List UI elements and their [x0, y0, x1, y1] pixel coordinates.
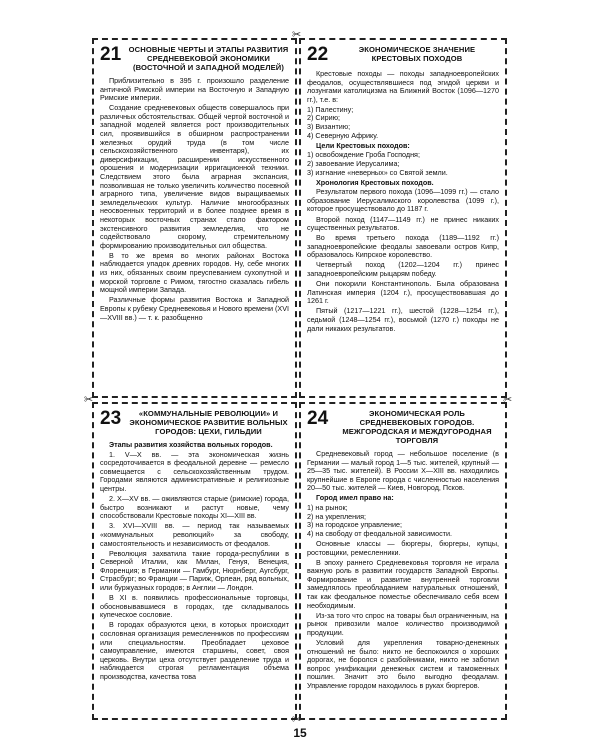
places-list	[307, 106, 499, 140]
list-item: 2) Сирию;	[307, 113, 340, 123]
paragraph: В то же время во многих районах Востока наблюдается упадок древних городов. Ну, себе многих из них, обязанных своим преуспеванием сухопутной и морской торговле с Римом, тягостно сказалась гибель мощной империи Запада.	[100, 250, 289, 295]
card-header	[307, 409, 499, 445]
card-title: ЭКОНОМИЧЕСКАЯ РОЛЬ СРЕДНЕВЕКОВЫХ ГОРОДОВ. МЕЖГОРОДСКАЯ И МЕЖДУГОРОДНАЯ ТОРГОВЛЯ	[342, 409, 492, 445]
card-22	[299, 38, 507, 398]
list-item: 4) на свободу от феодальной зависимости.	[307, 528, 452, 538]
card-23	[92, 402, 297, 720]
list-item: 1) освобождение Гроба Господня;	[307, 150, 420, 160]
paragraph: Основные классы — бюргеры, бюргеры, купцы, ростовщики, ремесленники.	[307, 538, 499, 557]
rights-list	[307, 504, 499, 538]
paragraph: Результатом первого похода (1096—1099 гг.) — стало образование Иерусалимского королевства (1099 г.), которое просуществовало до 1187 г.	[307, 187, 499, 214]
list-item: 2) на укрепления;	[307, 511, 367, 521]
card-title: ОСНОВНЫЕ ЧЕРТЫ И ЭТАПЫ РАЗВИТИЯ СРЕДНЕВЕКОВОЙ ЭКОНОМИКИ (ВОСТОЧНОЙ И ЗАПАДНОЙ МОДЕЛЕЙ)	[128, 45, 289, 72]
card-body	[100, 77, 289, 322]
paragraph: В городах образуются цехи, в которых происходит сословная организация ремесленников по профессиям или специальностям. Преобладает цеховое самоуправление, имеются старшины, совет, своя церковь. Внутри цеха отсутствует разделение труда и наблюдается строгая регламентация объема производства, качества това	[100, 620, 289, 681]
paragraph: Революция захватила такие города-республики в Северной Италии, как Милан, Генуя, Венеция, Флоренция; в Германии — Гамбург, Нюрнберг, Аугсбург, Страсбург; во Франции — Париж, Орлеан, ряд вольных, или буржуазных городов; в Англии — Лондон.	[100, 548, 289, 592]
list-item: 3) Византию;	[307, 122, 351, 132]
subheading: Город имел право на:	[316, 493, 394, 503]
page-number: 15	[293, 726, 307, 740]
paragraph: В эпоху раннего Средневековья торговля не играла важную роль в развитии государств Западной Европы. Формирование и развитие внутренней торговли замедлялось преобладанием натуральных отношений, так как феодальное поместье обеспечивало себя всем необходимым.	[307, 557, 499, 610]
list-item: 4) Северную Африку.	[307, 130, 379, 140]
list-item: 2) завоевание Иерусалима;	[307, 158, 400, 168]
paragraph: Условий для укрепления товарно-денежных отношений не было: никто не беспокоился о хороших дорогах, не боролся с разбойниками, никто не заботил вопрос унификации денежных систем и таможенных пошлин. Значит это было выгодно феодалам. Управление городом находилось в руках бюргеров.	[307, 637, 499, 690]
card-number: 22	[307, 44, 329, 65]
card-body	[100, 441, 289, 682]
list-item: 3) изгнание «неверных» со Святой земли.	[307, 167, 448, 177]
card-title: «КОММУНАЛЬНЫЕ РЕВОЛЮЦИИ» И ЭКОНОМИЧЕСКОЕ РАЗВИТИЕ ВОЛЬНЫХ ГОРОДОВ: ЦЕХИ, ГИЛЬДИИ	[129, 409, 288, 436]
paragraph: В XI в. появились профессиональные торговцы, обосновывавшиеся в городах, где складывалось купеческое сословие.	[100, 593, 289, 620]
scissors-icon: ✂	[292, 714, 302, 726]
paragraph: Средневековый город — небольшое поселение (в Германии — малый город 1—5 тыс. жителей, крупный — 25—35 тыс. жителей). В России X—XIII вв. находились крупнейшие в Европе города с численностью населения 20—50 тыс. жителей — Киев, Новгород, Псков.	[307, 449, 499, 493]
paragraph: Различные формы развития Востока и Западной Европы к рубежу Средневековья и Нового времени (XVI—XVIII вв.) — т. к. разобщенно	[100, 295, 289, 322]
goals-list	[307, 151, 499, 177]
paragraph: Пятый (1217—1221 гг.), шестой (1228—1254 гг.), седьмой (1248—1254 гг.), восьмой (1270 г.) походы не дали никаких результатов.	[307, 306, 499, 333]
card-title: ЭКОНОМИЧЕСКОЕ ЗНАЧЕНИЕ КРЕСТОВЫХ ПОХОДОВ	[358, 45, 476, 63]
paragraph: Во время третьего похода (1189—1192 гг.) западноевропейские феодалы завоевали остров Кипр, образовалось Кипрское королевство.	[307, 233, 499, 260]
subheading: Хронология Крестовых походов.	[316, 177, 434, 187]
card-number: 21	[100, 44, 122, 65]
card-body	[307, 70, 499, 333]
card-21	[92, 38, 297, 398]
subheading: Этапы развития хозяйства вольных городов.	[109, 440, 273, 449]
card-24	[299, 402, 507, 720]
paragraph: 1. V—X вв. — эта экономическая жизнь сосредоточивается в феодальной деревне — ремесло совмещается с сельскохозяйственным трудом. Городами являются административные и религиозные центры.	[100, 449, 289, 493]
list-item: 3) на городское управление;	[307, 520, 402, 530]
paragraph: 3. XVI—XVIII вв. — период так называемых «коммунальных революций» за свободу, самостоятельность и независимость от феодалов.	[100, 521, 289, 548]
paragraph: Создание средневековых обществ совершалось при различных обстоятельствах. Общей чертой восточной и западной моделей является рост производительных сил, проявившийся в обширном распространении железных орудий труда (в том числе сельскохозяйственного инвентаря), их диверсификации, расширении искусственного орошения и модернизации ирригационной техники. Следствием этого была аграрная экспансия, позволившая не только увеличить количество посевной аграрного типа, увеличение видов выращиваемых земледельческих культур. Наличие многообразных неосвоенных территорий и в более позднее время в некоторых восточных странах стало фактором экстенсивного развития земледелия, что не содействовало скорому, стремительному формированию производительных сил общества.	[100, 103, 289, 250]
card-header	[100, 45, 289, 72]
list-item: 1) на рынок;	[307, 503, 348, 513]
scissors-icon: ✂	[292, 29, 302, 41]
card-number: 24	[307, 408, 329, 429]
list-item: 1) Палестину;	[307, 104, 354, 114]
scissors-icon: ✂	[503, 394, 513, 406]
paragraph: Из-за того что спрос на товары был ограниченным, на рынок привозили малое количество производимой продукции.	[307, 610, 499, 637]
card-header	[307, 45, 499, 65]
scissors-icon: ✂	[84, 394, 94, 406]
card-header	[100, 409, 289, 436]
subheading: Цели Крестовых походов:	[316, 140, 410, 150]
card-number: 23	[100, 408, 122, 429]
paragraph: Крестовые походы — походы западноевропейских феодалов, осуществлявшиеся под эгидой церкви и лозунгами католицизма на Ближний Восток (1096—1270 гг.), т.е. в:	[307, 69, 499, 104]
paragraph: Четвертый поход (1202—1204 гг.) принес западноевропейским рыцарям победу.	[307, 260, 499, 279]
paragraph: 2. X—XV вв. — оживляются старые (римские) города, быстро возникают и растут новые, чему способствовали Крестовые походы XI—XIII вв.	[100, 494, 289, 521]
paragraph: Приблизительно в 395 г. произошло разделение античной Римской империи на Восточную и Западную Римские империи.	[100, 76, 289, 103]
paragraph: Они покорили Константинополь. Была образована Латинская империя (1204 г.), просуществовавшая до 1261 г.	[307, 279, 499, 306]
card-body	[307, 450, 499, 691]
paragraph: Второй поход (1147—1149 гг.) не принес никаких существенных результатов.	[307, 214, 499, 233]
